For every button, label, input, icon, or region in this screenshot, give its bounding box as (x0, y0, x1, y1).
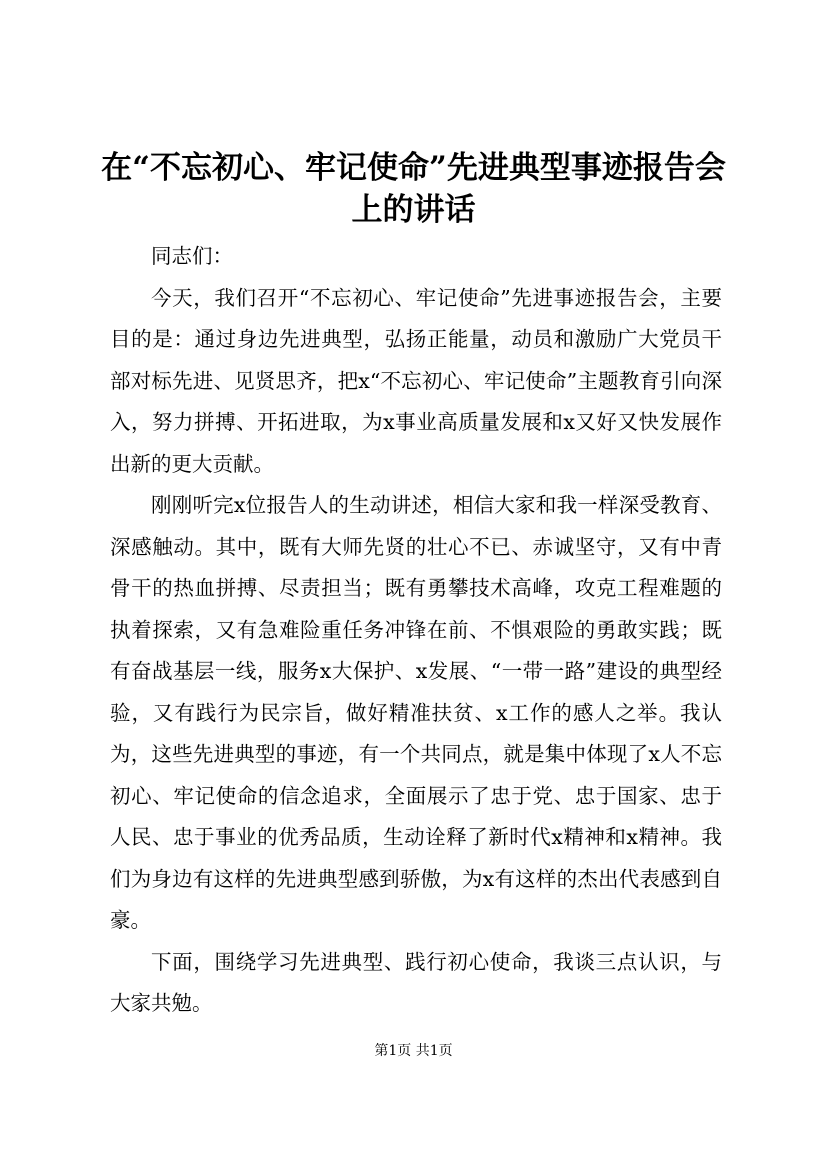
paragraph-3: 下面，围绕学习先进典型、践行初心使命，我谈三点认识，与大家共勉。 (110, 949, 722, 1015)
page-footer (0, 1041, 827, 1061)
paragraph-1: 今天，我们召开“不忘初心、牢记使命”先进事迹报告会，主要目的是：通过身边先进典型，弘扬正能量，动员和激励广大党员干部对标先进、见贤思齐，把x“不忘初心、牢记使命”主题教育引向深入，努力拼搏、开拓进取，为x事业高质量发展和x又好又快发展作出新的更大贡献。 (110, 285, 722, 476)
paragraph-2: 刚刚听完x位报告人的生动讲述，相信大家和我一样深受教育、深感触动。其中，既有大师先贤的壮心不已、赤诚坚守，又有中青骨干的热血拼搏、尽责担当；既有勇攀技术高峰，攻克工程难题的执着探索，又有急难险重任务冲锋在前、不惧艰险的勇敢实践；既有奋战基层一线，服务x大保护、x发展、“一带一路”建设的典型经验，又有践行为民宗旨，做好精准扶贫、x工作的感人之举。我认为，这些先进典型的事迹，有一个共同点，就是集中体现了x人不忘初心、牢记使命的信念追求，全面展示了忠于党、忠于国家、忠于人民、忠于事业的优秀品质，生动诠释了新时代x精神和x精神。我们为身边有这样的先进典型感到骄傲，为x有这样的杰出代表感到自豪。 (110, 493, 722, 932)
salutation: 同志们： (151, 244, 233, 268)
page-number: 第1页 共1页 (374, 1043, 453, 1059)
document-title: 在“不忘初心、牢记使命”先进典型事迹报告会上的讲话 (101, 150, 726, 228)
document-body (110, 236, 722, 1025)
